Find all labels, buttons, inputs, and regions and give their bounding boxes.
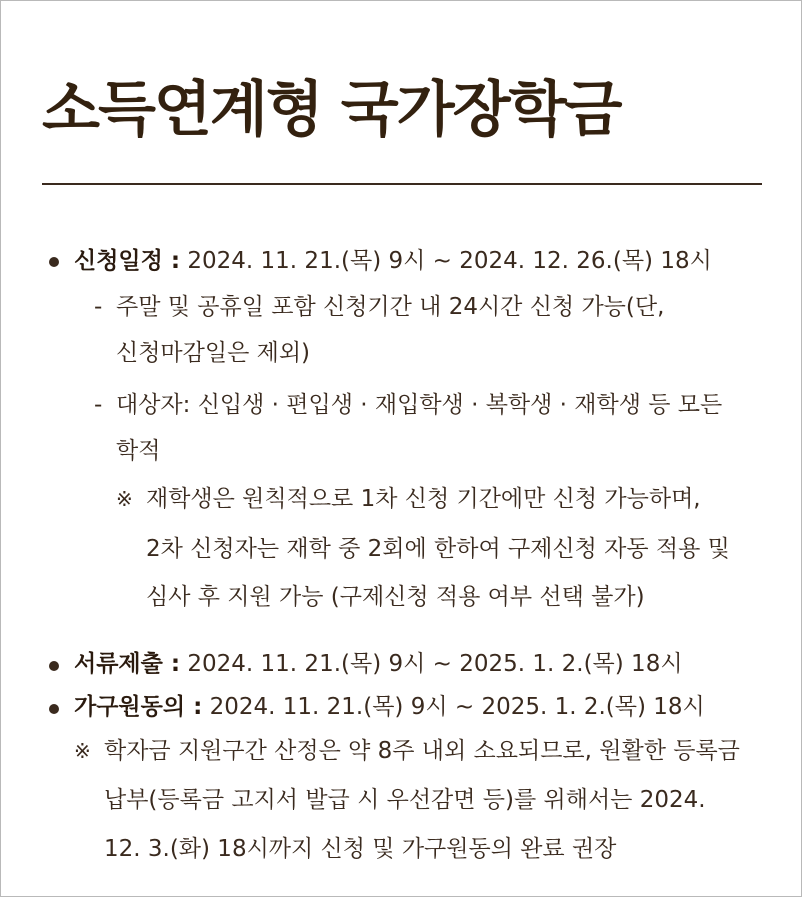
application-label: 신청일정 :	[74, 248, 181, 274]
dash-marker: -	[94, 392, 103, 418]
reference-mark-icon: ※	[74, 739, 91, 763]
reference-mark-icon: ※	[116, 487, 133, 511]
application-schedule	[74, 246, 712, 276]
student-note-line-1: 재학생은 원칙적으로 1차 신청 기간에만 신청 가능하며,	[146, 486, 701, 512]
eligibility-line-1: 대상자: 신입생 · 편입생 · 재입학생 · 복학생 · 재학생 등 모든	[116, 392, 723, 418]
family-consent-schedule	[74, 692, 705, 722]
documents-label: 서류제출 :	[74, 651, 181, 677]
weekend-note-line-2: 신청마감일은 제외)	[116, 340, 311, 366]
dash-marker: -	[94, 294, 103, 320]
bullet-dot-icon	[49, 257, 59, 267]
family-note-line-1: 학자금 지원구간 산정은 약 8주 내외 소요되므로, 원활한 등록금	[104, 738, 740, 764]
family-note-line-2: 납부(등록금 고지서 발급 시 우선감면 등)를 위해서는 2024.	[104, 787, 706, 813]
bullet-dot-icon	[49, 661, 59, 671]
documents-schedule	[74, 649, 683, 679]
family-note-line-3: 12. 3.(화) 18시까지 신청 및 가구원동의 완료 권장	[104, 836, 617, 862]
page-title: 소득연계형 국가장학금	[42, 75, 621, 145]
family-value: 2024. 11. 21.(목) 9시 ~ 2025. 1. 2.(목) 18시	[202, 694, 705, 720]
student-note-line-2: 2차 신청자는 재학 중 2회에 한하여 구제신청 자동 적용 및	[146, 536, 730, 562]
bullet-dot-icon	[49, 704, 59, 714]
title-divider	[42, 183, 762, 185]
eligibility-line-2: 학적	[116, 438, 161, 464]
application-value: 2024. 11. 21.(목) 9시 ~ 2024. 12. 26.(목) 18시	[180, 248, 712, 274]
family-label: 가구원동의 :	[74, 694, 203, 720]
weekend-note-line-1: 주말 및 공휴일 포함 신청기간 내 24시간 신청 가능(단,	[116, 294, 665, 320]
student-note-line-3: 심사 후 지원 가능 (구제신청 적용 여부 선택 불가)	[146, 584, 645, 610]
documents-value: 2024. 11. 21.(목) 9시 ~ 2025. 1. 2.(목) 18시	[180, 651, 683, 677]
